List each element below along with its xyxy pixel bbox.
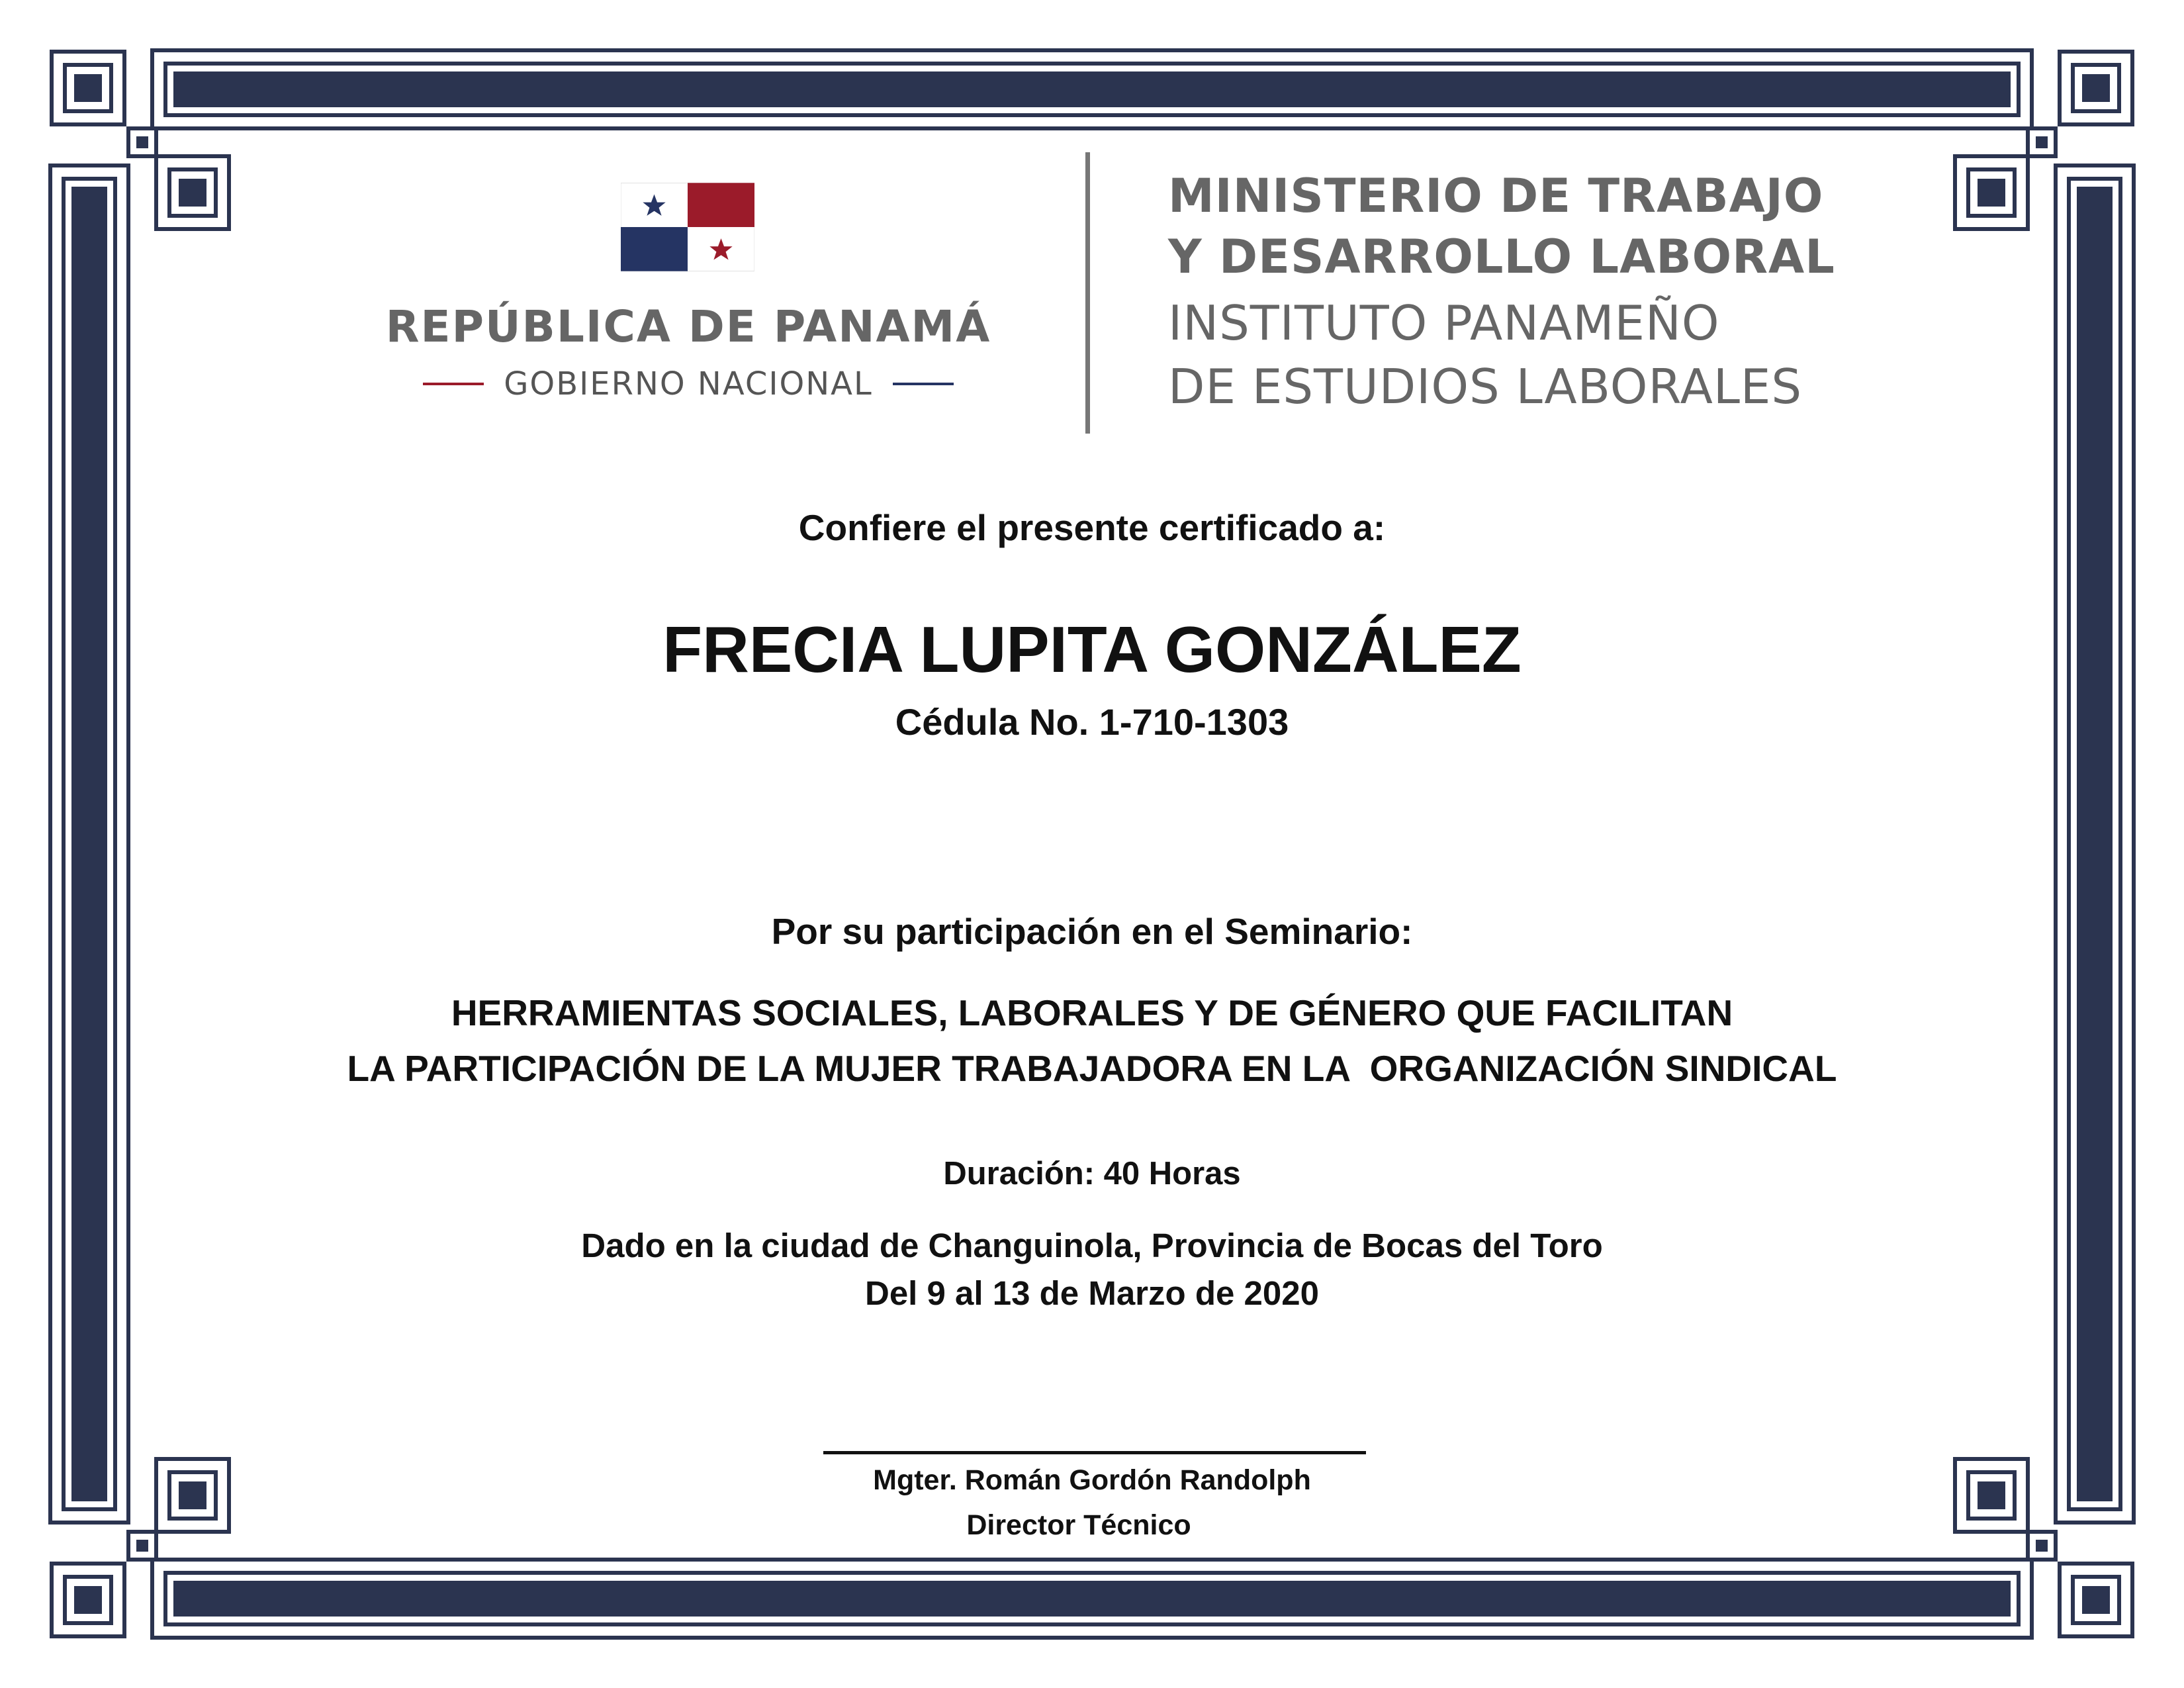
course-duration: Duración: 40 Horas — [943, 1156, 1241, 1192]
institute-line-2: DE ESTUDIOS LABORALES — [1168, 359, 1803, 414]
panama-flag-icon — [621, 183, 754, 271]
course-dates: Del 9 al 13 de Marzo de 2020 — [864, 1274, 1319, 1312]
ministry-line-1: MINISTERIO DE TRABAJO — [1168, 169, 1824, 223]
blue-rule — [893, 383, 954, 385]
seminar-title-line-2: LA PARTICIPACIÓN DE LA MUJER TRABAJADORA EN LA ORGANIZACIÓN SINDICAL — [347, 1048, 1837, 1089]
recipient-id-number: Cédula No. 1-710-1303 — [895, 701, 1289, 743]
signer-title: Director Técnico — [966, 1509, 1191, 1541]
signature-line — [823, 1451, 1366, 1454]
gov-subtitle-row — [357, 365, 1019, 402]
recipient-name: FRECIA LUPITA GONZÁLEZ — [662, 613, 1522, 686]
certificate-intro: Confiere el presente certificado a: — [798, 507, 1386, 548]
gov-subtitle: GOBIERNO NACIONAL — [504, 365, 873, 402]
signer-name: Mgter. Román Gordón Randolph — [873, 1464, 1311, 1496]
red-rule — [423, 383, 484, 385]
participation-reason: Por su participación en el Seminario: — [771, 911, 1413, 952]
ministry-line-2: Y DESARROLLO LABORAL — [1168, 230, 1835, 284]
ministry-logo — [1168, 165, 1896, 418]
issue-place: Dado en la ciudad de Changuinola, Provincia de Bocas del Toro — [581, 1227, 1603, 1264]
institute-line-1: INSTITUTO PANAMEÑO — [1168, 295, 1720, 351]
gov-title: REPÚBLICA DE PANAMÁ — [385, 301, 991, 352]
header-divider — [1085, 152, 1090, 434]
seminar-title-line-1: HERRAMIENTAS SOCIALES, LABORALES Y DE GÉNERO QUE FACILITAN — [451, 992, 1733, 1033]
